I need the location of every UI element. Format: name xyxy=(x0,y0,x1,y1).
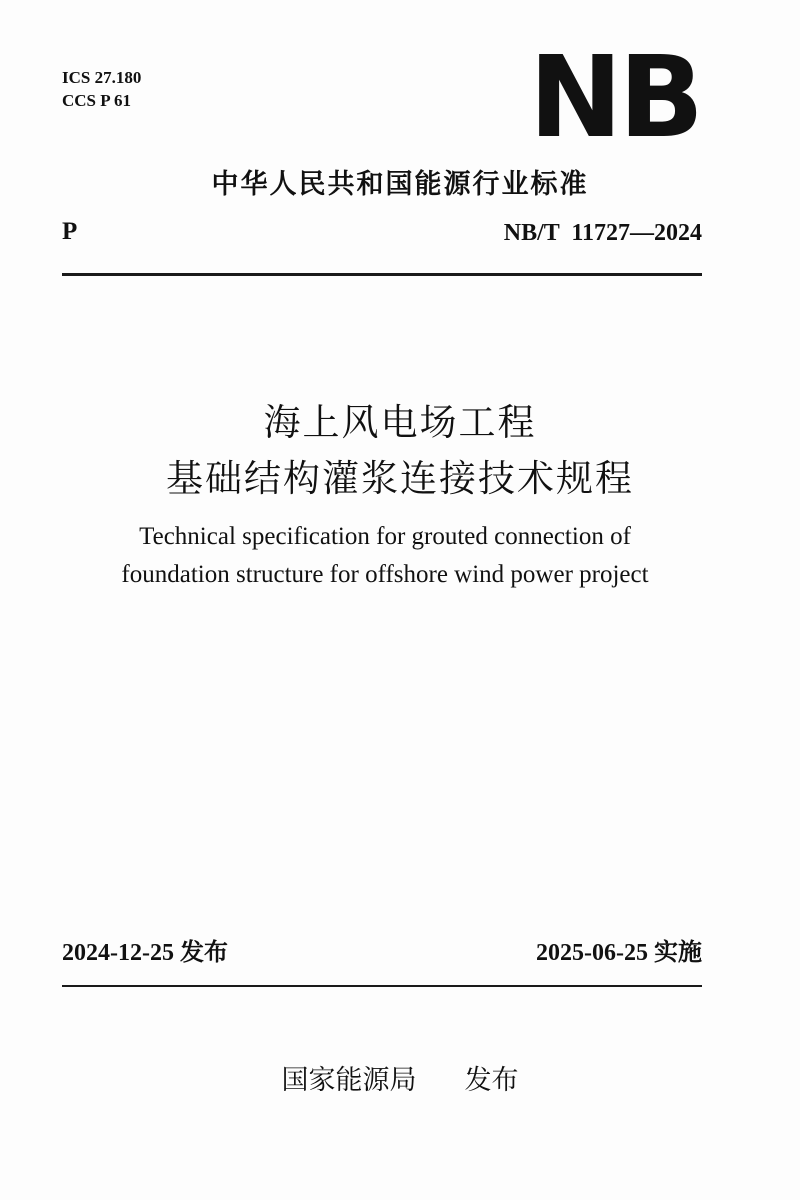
standard-number: NB/T 11727—2024 xyxy=(503,220,702,246)
nb-logo: NB xyxy=(528,33,700,163)
title-en-line1: Technical specification for grouted connection of xyxy=(139,523,631,550)
class-code: P xyxy=(62,218,78,245)
standard-type-heading: 中华人民共和国能源行业标准 xyxy=(211,169,589,200)
issue-date: 2024-12-25 发布 xyxy=(62,940,228,966)
title-cn-line1: 海上风电场工程 xyxy=(263,401,537,444)
title-en xyxy=(0,518,770,594)
top-divider xyxy=(62,273,702,276)
ics-code: ICS 27.180 xyxy=(62,68,142,87)
implementation-date: 2025-06-25 实施 xyxy=(536,940,702,966)
classification-codes xyxy=(62,66,141,112)
bottom-divider xyxy=(62,985,702,987)
issuer-line xyxy=(0,1058,800,1097)
ccs-code: CCS P 61 xyxy=(62,91,131,110)
title-cn-line2: 基础结构灌浆连接技术规程 xyxy=(166,457,634,500)
issuer-name: 国家能源局 xyxy=(281,1065,417,1096)
title-en-line2: foundation structure for offshore wind power project xyxy=(121,561,649,588)
issuer-action: 发布 xyxy=(464,1065,519,1096)
